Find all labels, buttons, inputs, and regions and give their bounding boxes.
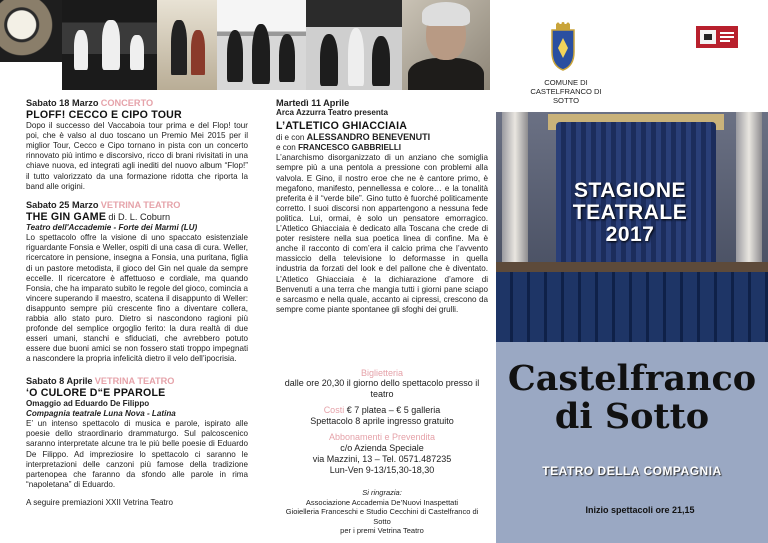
event-date: Sabato 18 Marzo bbox=[26, 98, 99, 108]
credit-name: FRANCESCO GABBRIELLI bbox=[298, 143, 402, 153]
event-genre: CONCERTO bbox=[100, 98, 154, 108]
season-line: TEATRALE bbox=[572, 201, 688, 224]
event-description: Dopo il successo del Vaccaboia tour prima e del Flop! tour poi, che è valso al duo toscano un Premio Mei 2015 per il miglior Tour, Cecco e Cipo tornano in pista con un concerto rinnovato più intimo e discorsivo, ricco di brani rivisitati in una chiave nuova, ed integrati agli inediti del nuovo album “Flop!” il tutto valorizzato da una formazione ridotta che riporta la band alle origini. bbox=[26, 121, 248, 191]
subscriptions-line: c/o Azienda Speciale bbox=[340, 443, 424, 453]
info-block bbox=[276, 368, 488, 536]
municipality-label: COMUNE DI CASTELFRANCO DI SOTTO bbox=[530, 78, 602, 106]
event-block-1 bbox=[26, 98, 248, 194]
stage-photo bbox=[62, 0, 157, 90]
performance-photo-2 bbox=[306, 0, 402, 90]
subscriptions-line: Lun-Ven 9-13/15,30-18,30 bbox=[329, 465, 435, 475]
event-company: Teatro dell'Accademie - Forte dei Marmi (LU) bbox=[26, 223, 198, 233]
subscriptions-line: via Mazzini, 13 – Tel. 0571.487235 bbox=[312, 454, 452, 464]
credit-prefix: di e con bbox=[276, 133, 305, 143]
thanks-line: Gioielleria Franceschi e Studio Cecchini di Castelfranco di Sotto bbox=[285, 507, 479, 526]
start-label: Inizio spettacoli bbox=[585, 505, 653, 515]
start-value: ore 21,15 bbox=[655, 505, 695, 515]
clock-photo bbox=[0, 0, 62, 62]
start-time bbox=[540, 505, 740, 515]
event-date: Martedì 11 Aprile bbox=[276, 98, 350, 108]
event-title: THE GIN GAME bbox=[26, 211, 107, 224]
prices-label: Costi bbox=[323, 405, 345, 415]
stage-photo-2 bbox=[157, 0, 217, 90]
season-line: STAGIONE bbox=[573, 179, 687, 202]
event-description: L’anarchismo disorganizzato di un anziano che somiglia sempre più a una pentola a pressione con problemi alla valvola. E Gino, il nostro eroe che ne è cantore primo, è megafono, manifesto, pennellessa e colore… e la tonalità preferita è il “verde bile”. Gino tutto è fuorché politicamente corretto. I suoi discorsi non appartengono a nessuna fede politica. Lui, ormai, è solo un pensatore emorragico. L’Atletico Ghiacciaia è dedicato alla Toscana che crede di poter resistere nella sua poetica linea di confine. Ma è anche il racconto di com’era il calcio prima che l’avvento massiccio della televisione lo deformasse in quella industria da forzati del look e del pallone che è diventato. L’Atletico Ghiacciaia è la dichiarazione d’amore di Benvenuti a una terra che mangia tutti i giorni pane sciapo e sarcasmo e nella quale, accanto ai cipressi, crescono da sempre come piante spontanee gli sfoghi dei grulli. bbox=[276, 153, 488, 314]
thanks-line: Associazione Accademia De’Nuovi Inaspettati bbox=[305, 497, 459, 507]
event-company: Compagnia teatrale Luna Nova - Latina bbox=[26, 409, 176, 419]
event-date: Sabato 8 Aprile bbox=[26, 376, 93, 386]
event-subtitle: Omaggio ad Eduardo De Filippo bbox=[26, 399, 150, 409]
event-genre: VETRINA TEATRO bbox=[94, 376, 175, 386]
actor-portrait bbox=[402, 0, 490, 90]
prices-text: € 7 platea – € 5 galleria bbox=[346, 405, 441, 415]
box-office-text: dalle ore 20,30 il giorno dello spettacolo presso il teatro bbox=[284, 378, 480, 399]
event-presenter: Arca Azzurra Teatro presenta bbox=[276, 108, 388, 118]
season-title bbox=[560, 180, 700, 246]
credit-prefix: e con bbox=[276, 143, 296, 153]
theatre-name: TEATRO DELLA COMPAGNIA bbox=[542, 464, 722, 478]
event-block-2 bbox=[26, 200, 248, 367]
town-brand bbox=[496, 360, 768, 436]
credit-name: ALESSANDRO BENEVENUTI bbox=[306, 132, 431, 143]
theatre-logo-icon bbox=[696, 26, 738, 48]
brand-line: di Sotto bbox=[554, 396, 710, 437]
event-block-4 bbox=[276, 98, 488, 317]
event-title: ‘O CULORE D“E PPAROLE bbox=[26, 387, 166, 400]
event-title: PLOFF! CECCO E CIPO TOUR bbox=[26, 109, 182, 122]
brand-line: Castelfranco bbox=[507, 358, 757, 399]
prices-note: Spettacolo 8 aprile ingresso gratuito bbox=[310, 416, 454, 426]
event-genre: VETRINA TEATRO bbox=[100, 200, 181, 210]
season-line: 2017 bbox=[605, 223, 655, 246]
municipal-crest-icon bbox=[548, 22, 578, 72]
event-title: L’ATLETICO GHIACCIAIA bbox=[276, 120, 408, 133]
thanks-label: Si ringrazia: bbox=[362, 488, 402, 497]
event-footer: A seguire premiazioni XXII Vetrina Teatro bbox=[26, 497, 173, 507]
event-block-3 bbox=[26, 376, 248, 510]
event-author: di D. L. Coburn bbox=[108, 212, 171, 223]
event-date: Sabato 25 Marzo bbox=[26, 200, 99, 210]
performance-photo-1 bbox=[217, 0, 312, 90]
box-office-label: Biglietteria bbox=[360, 368, 404, 378]
thanks-line: per i premi Vetrina Teatro bbox=[340, 526, 424, 535]
subscriptions-label: Abbonamenti e Prevendita bbox=[328, 432, 436, 442]
event-description: Lo spettacolo offre la visione di uno spaccato esistenziale riguardante Fonsia e Weller, ospiti di una casa di cura. Weller, ricercatore in pensione, insegna a Fonsia, una puritana, figlia di un pastore metodista, il gioco del Gin nel quale da sempre eccelle. Il ricercatore è affettuoso e cordiale, ma quando Fonsia, che ha imparato subito le regole del gioco, comincia a vincere superando il maestro, scatena il disappunto di Weller: disappunto sempre più crescente fino a diventare collera, rabbia allo stato puro. Dietro si nascondono ragioni più profonde del semplice orgoglio ferito: la dura realtà di due esseri umani, stanchi e sfiduciati, che avrebbero potuto essere due buoni amici se non fossero stati troppo impegnati a nascondere la propria infelicità dietro il velo dell’ipocrisia. bbox=[26, 233, 248, 364]
event-description: E’ un intenso spettacolo di musica e parole, ispirato alle poesie dello straordinario drammaturgo. Sul palcoscenico saranno interpretate alcune tra le più belle poesie di Eduardo De Filippo. Ad impreziosire lo spettacolo ci saranno le interpretazioni delle canzoni più famose della tradizione partenopea che faranno da sfondo alle parole in rima “napoletana” di Eduardo. bbox=[26, 419, 248, 489]
